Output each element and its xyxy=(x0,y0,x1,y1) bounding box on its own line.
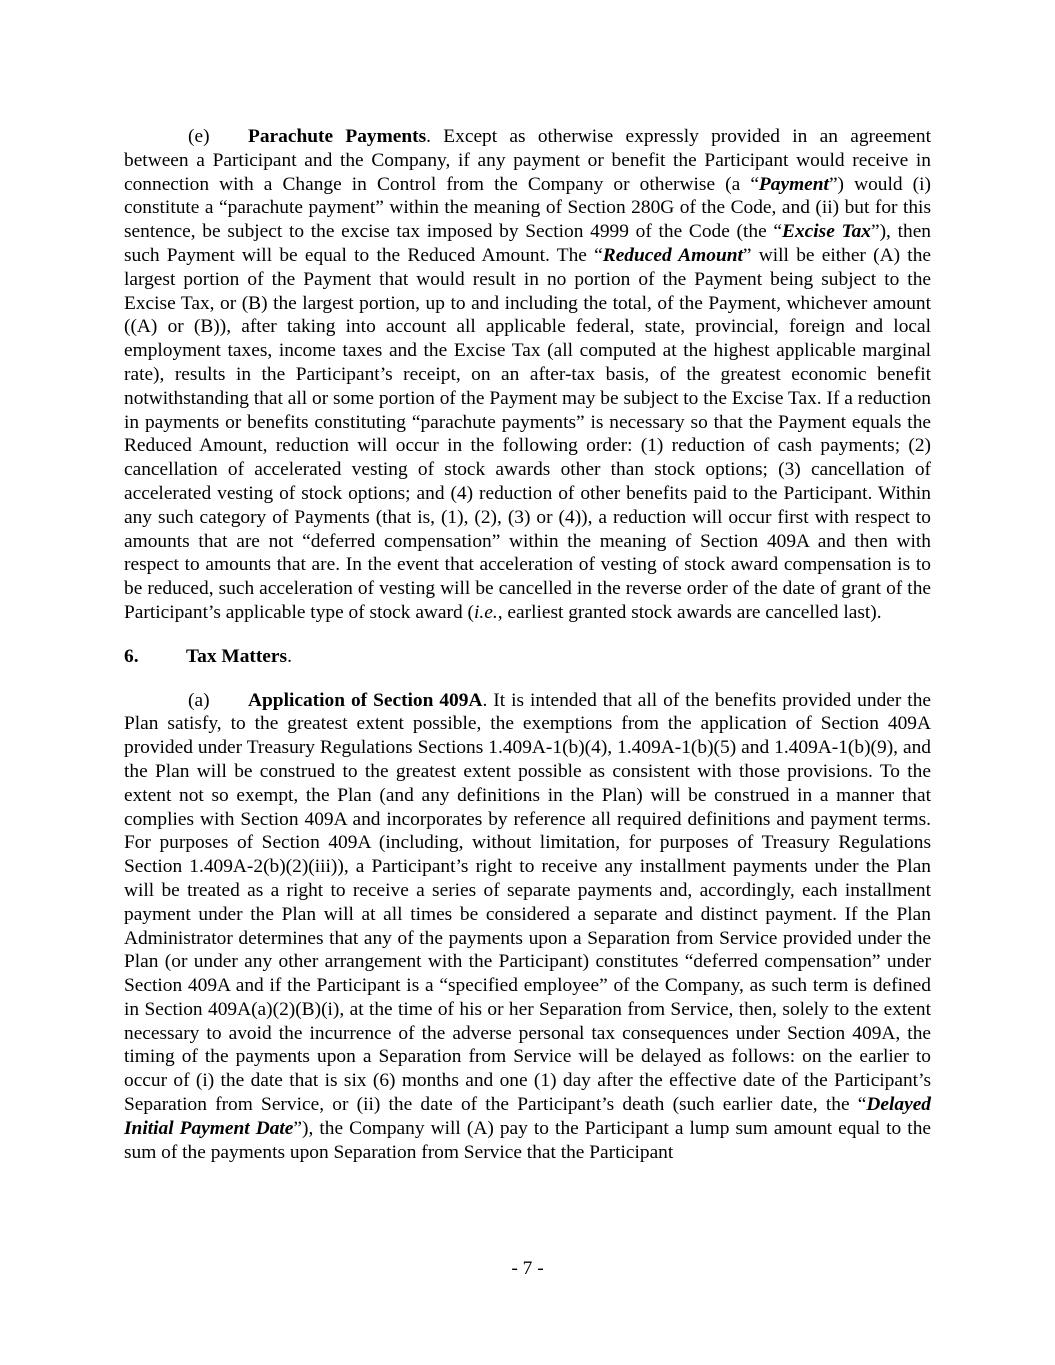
defined-term-delayed-initial-payment-date: Delayed Initial Payment Date xyxy=(124,1094,931,1139)
paragraph-text: ”), the Company will (A) pay to the Participant a lump sum amount equal to the sum of the payments upon Separation from Service that the Participant xyxy=(124,1117,931,1163)
paragraph-text: . Except as otherwise expressly provided in an agreement between a Participant and the Company, if any payment or benefit the Participant would receive in connection with a Change in Control from the Company or otherwise (a “ xyxy=(124,126,931,195)
defined-term-payment: Payment xyxy=(758,173,829,195)
paragraph-title: Application of Section 409A xyxy=(248,689,483,711)
ie-abbreviation: i.e. xyxy=(474,601,498,623)
paragraph-text: ”), then such Payment will be equal to the Reduced Amount. The “ xyxy=(124,221,931,266)
page-number: - 7 - xyxy=(511,1258,544,1279)
paragraph-text: . It is intended that all of the benefits provided under the Plan satisfy, to the greatest extent possible, the exemptions from the application of Section 409A provided under Treasury Regulations Sections 1.409A-1(b)(4), 1.409A-1(b)(5) and 1.409A-1(b)(9), and the Plan will be construed to the greatest extent possible as consistent with those provisions. To the extent not so exempt, the Plan (and any definitions in the Plan) will be construed in a manner that complies with Section 409A and incorporates by reference all required definitions and payment terms. For purposes of Section 409A (including, without limitation, for purposes of Treasury Regulations Section 1.409A-2(b)(2)(iii)), a Participant’s right to receive any installment payments under the Plan will be treated as a right to receive a series of separate payments and, accordingly, each installment payment under the Plan will at all times be considered a separate and distinct payment. If the Plan Administrator determines that any of the payments upon a Separation from Service provided under the Plan (or under any other arrangement with the Participant) constitutes “deferred compensation” under Section 409A and if the Participant is a “specified employee” of the Company, as such term is defined in Section 409A(a)(2)(B)(i), at the time of his or her Separation from Service, then, solely to the extent necessary to avoid the incurrence of the adverse personal tax consequences under Section 409A, the timing of the payments upon a Separation from Service will be delayed as follows: on the earlier to occur of (i) the date that is six (6) months and one (1) day after the effective date of the Participant’s Separation from Service, or (ii) the date of the Participant’s death (such earlier date, the “ xyxy=(124,689,931,1116)
paragraph-text: , earliest granted stock awards are cancelled last). xyxy=(497,601,882,623)
defined-term-reduced-amount: Reduced Amount xyxy=(602,244,743,266)
defined-term-excise-tax: Excise Tax xyxy=(782,221,871,243)
paragraph-parachute-payments xyxy=(124,125,931,625)
section-heading-tax-matters xyxy=(124,645,931,669)
paragraph-label: (e) xyxy=(188,126,210,147)
paragraph-label: (a) xyxy=(188,689,210,711)
section-title-period: . xyxy=(287,645,292,667)
page-body xyxy=(124,125,931,1164)
paragraph-text: ” will be either (A) the largest portion of the Payment that would result in no portion of the Payment being subject to the Excise Tax, or (B) the largest portion, up to and including the total, of the Payment, whichever amount ((A) or (B)), after taking into account all applicable federal, state, provincial, foreign and local employment taxes, income taxes and the Excise Tax (all computed at the highest applicable marginal rate), results in the Participant’s receipt, on an after-tax basis, of the greatest economic benefit notwithstanding that all or some portion of the Payment may be subject to the Excise Tax. If a reduction in payments or benefits constituting “parachute payments” is necessary so that the Payment equals the Reduced Amount, reduction will occur in the following order: (1) reduction of cash payments; (2) cancellation of accelerated vesting of stock awards other than stock options; (3) cancellation of accelerated vesting of stock options; and (4) reduction of other benefits paid to the Participant. Within any such category of Payments (that is, (1), (2), (3) or (4)), a reduction will occur first with respect to amounts that are not “deferred compensation” within the meaning of Section 409A and then with respect to amounts that are. In the event that acceleration of vesting of stock award compensation is to be reduced, such acceleration of vesting will be cancelled in the reverse order of the date of grant of the Participant’s applicable type of stock award ( xyxy=(124,244,932,623)
paragraph-text: ”) would (i) constitute a “parachute payment” within the meaning of Section 280G of the Code, and (ii) but for this sentence, be subject to the excise tax imposed by Section 4999 of the Code (the “ xyxy=(124,173,931,243)
paragraph-title: Parachute Payments xyxy=(248,126,427,147)
paragraph-application-409a xyxy=(124,689,931,1165)
section-number: 6. xyxy=(124,645,139,667)
section-title: Tax Matters xyxy=(186,645,288,667)
